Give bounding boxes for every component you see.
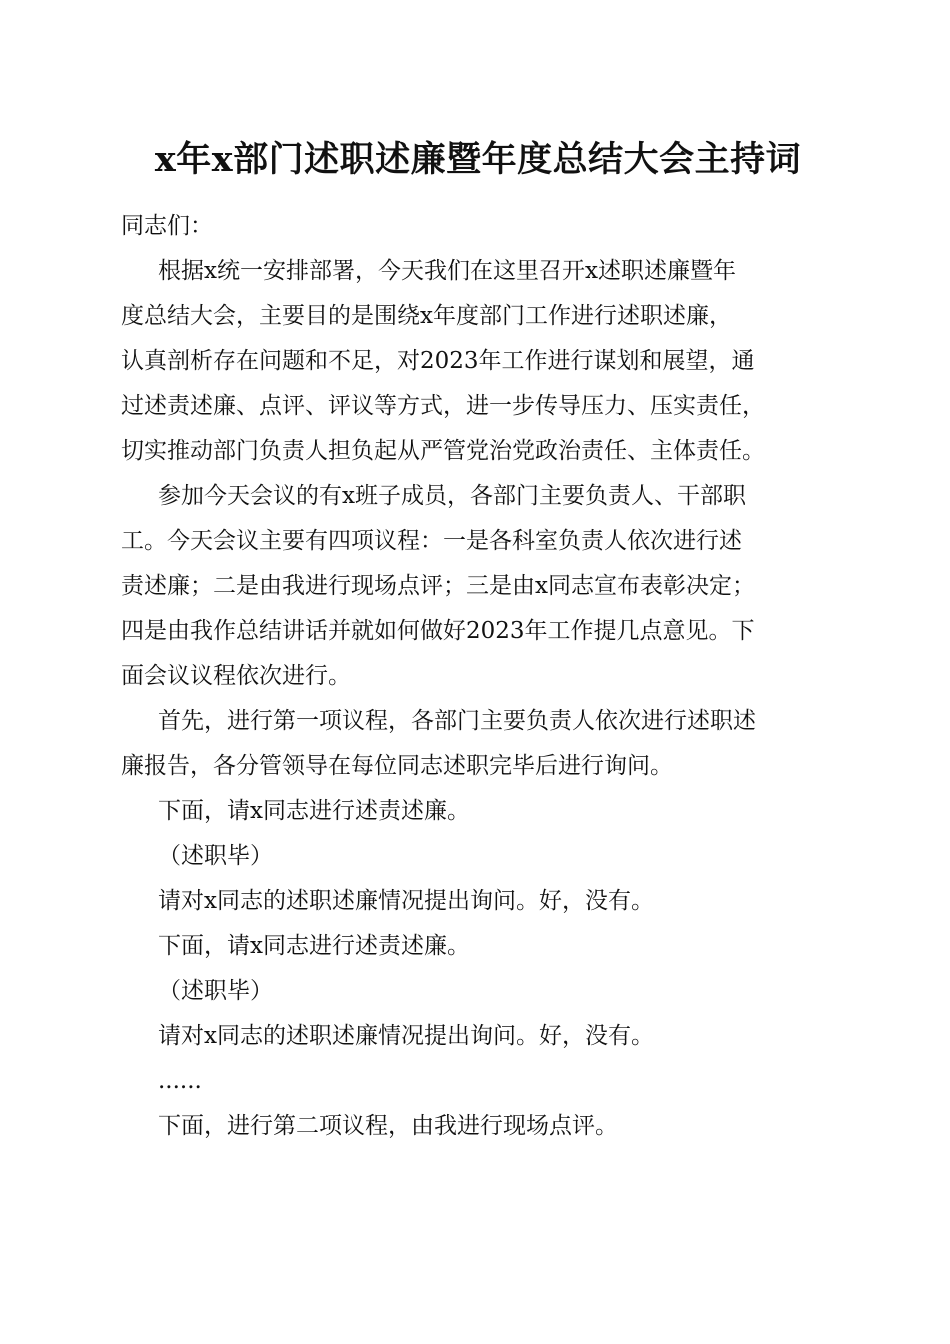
paragraph-5-line: （述职毕） [158, 843, 273, 869]
paragraph-3-line-1: 首先，进行第一项议程，各部门主要负责人依次进行述职述 [158, 708, 756, 734]
paragraph-3-line-2: 廉报告，各分管领导在每位同志述职完毕后进行询问。 [121, 753, 673, 779]
paragraph-1-line-2: 度总结大会，主要目的是围绕x年度部门工作进行述职述廉， [121, 303, 732, 329]
paragraph-2-line-3: 责述廉；二是由我进行现场点评；三是由x同志宣布表彰决定； [121, 573, 755, 599]
paragraph-8-line: （述职毕） [158, 978, 273, 1004]
paragraph-1-line-3: 认真剖析存在问题和不足，对2023年工作进行谋划和展望，通 [121, 348, 755, 374]
paragraph-2-line-2: 工。今天会议主要有四项议程：一是各科室负责人依次进行述 [121, 528, 742, 554]
document-title: x年x部门述职述廉暨年度总结大会主持词 [154, 139, 802, 180]
paragraph-4-line: 下面，请x同志进行述责述廉。 [158, 798, 470, 824]
paragraph-9-line: 请对x同志的述职述廉情况提出询问。好，没有。 [158, 1023, 654, 1049]
paragraph-10-line: 下面，进行第二项议程，由我进行现场点评。 [158, 1113, 618, 1139]
paragraph-7-line: 下面，请x同志进行述责述廉。 [158, 933, 470, 959]
paragraph-2-line-5: 面会议议程依次进行。 [121, 663, 351, 689]
paragraph-1-line-1: 根据x统一安排部署，今天我们在这里召开x述职述廉暨年 [158, 258, 736, 284]
paragraph-1-line-5: 切实推动部门负责人担负起从严管党治党政治责任、主体责任。 [121, 438, 765, 464]
paragraph-6-line: 请对x同志的述职述廉情况提出询问。好，没有。 [158, 888, 654, 914]
paragraph-2-line-4: 四是由我作总结讲话并就如何做好2023年工作提几点意见。下 [121, 618, 755, 644]
ellipsis-line: ...... [158, 1068, 202, 1094]
salutation-line: 同志们： [121, 213, 213, 239]
paragraph-1-line-4: 过述责述廉、点评、评议等方式，进一步传导压力、压实责任， [121, 393, 765, 419]
paragraph-2-line-1: 参加今天会议的有x班子成员，各部门主要负责人、干部职 [158, 483, 746, 509]
